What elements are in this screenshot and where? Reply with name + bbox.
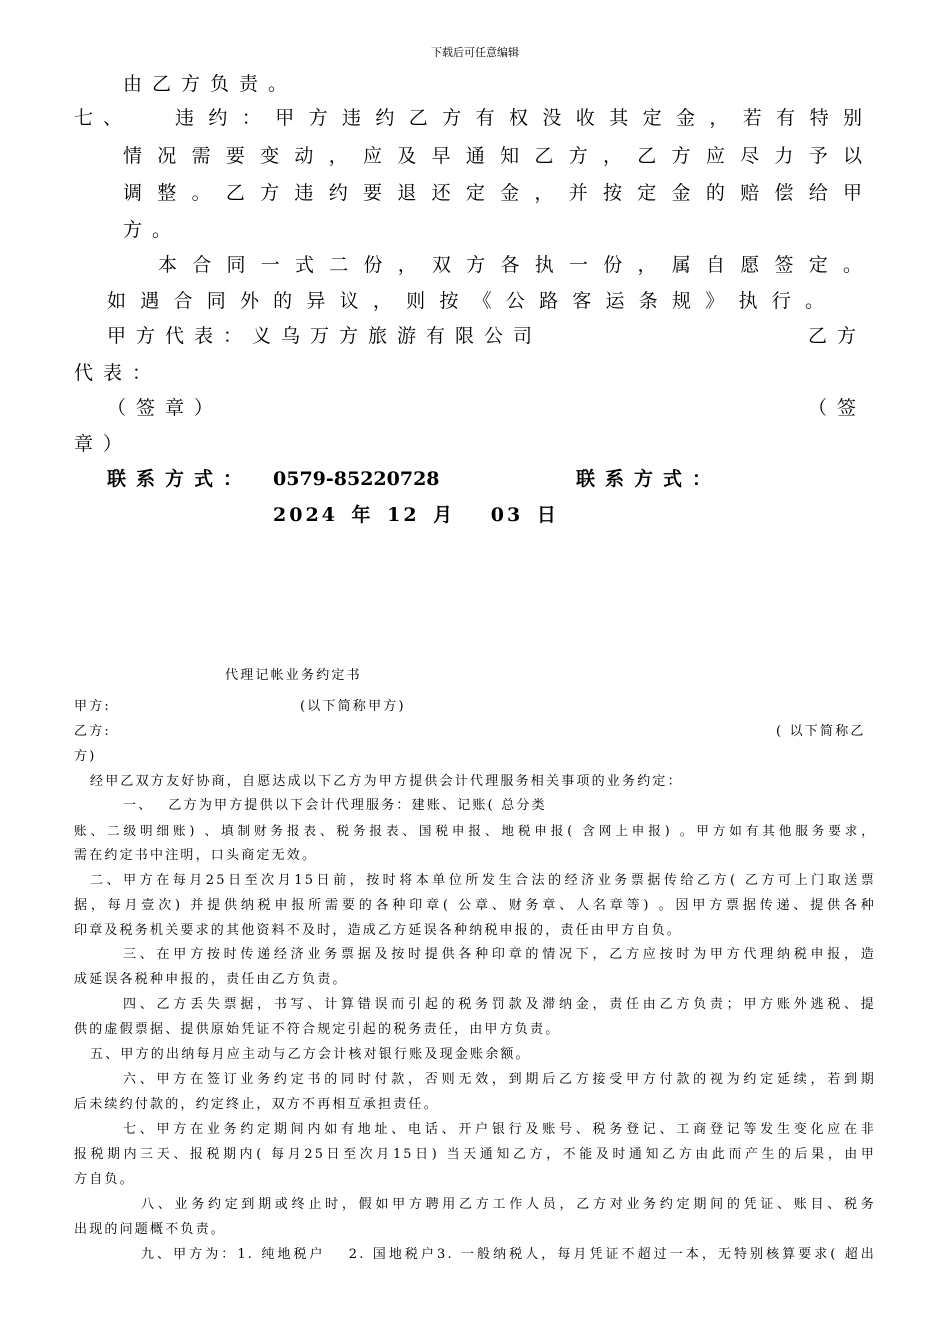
clause-7-line-2: 情况需要变动，应及早通知乙方，乙方应尽力予以 (123, 145, 862, 167)
clause-3-line-2: 成延误各税种申报的，责任由乙方负责。 (74, 972, 348, 987)
clause-4-line-2: 供的虚假票据、提供原始凭证不符合规定引起的税务责任，由甲方负责。 (74, 1022, 561, 1037)
clause-7-line-3-b: 方自负。 (74, 1172, 135, 1187)
clause-1-line-3: 需在约定书中注明，口头商定无效。 (74, 848, 318, 863)
clause-8-line-2: 出现的问题概不负责。 (74, 1222, 227, 1237)
copies-statement: 本合同一式二份，双方各执一份，属自愿签定。 (158, 254, 862, 276)
contract-date: 2024 年 12 月 03 日 (273, 504, 559, 526)
party-b-seal: （签 (808, 397, 867, 419)
party-b-representative: 乙方 (808, 325, 867, 347)
clause-9-line-1: 九、甲方为：1. 纯地税户 2. 国地税户3. 一般纳税人，每月凭证不超过一本，无特别核算要求( 超出 (141, 1247, 877, 1262)
prev-clause-end: 由乙方负责。 (123, 73, 298, 95)
clause-8-line-1: 八、业务约定到期或终止时，假如甲方聘用乙方工作人员，乙方对业务约定期间的凭证、账目、税务 (141, 1197, 876, 1212)
party-a-contact-value: 0579-85220728 (273, 468, 440, 490)
dispute-statement: 如遇合同外的异议，则按《公路客运条规》执行。 (107, 290, 824, 312)
party-b-label: 乙方: (74, 724, 111, 739)
clause-6-line-1: 六、甲方在签订业务约定书的同时付款，否则无效，到期后乙方接受甲方付款的视为约定延续，若到期 (123, 1072, 876, 1087)
clause-7-line-1-b: 七、甲方在业务约定期间内如有地址、电话、开户银行及账号、税务登记、工商登记等发生变化应在非 (123, 1122, 876, 1137)
clause-7-line-2-b: 报税期内三天、报税期内( 每月25日至次月15日) 当天通知乙方，不能及时通知乙方由此而产生的后果，由甲 (74, 1147, 876, 1162)
party-a-label: 甲方: (74, 699, 111, 714)
clause-7-number: 七、 (74, 107, 133, 129)
party-b-abbreviation-cont: 方) (74, 749, 97, 764)
clause-3-line-1: 三、在甲方按时传递经济业务票据及按时提供各种印章的情况下，乙方应按时为甲方代理纳税申报，造 (123, 947, 876, 962)
party-b-seal-cont: 章） (74, 433, 133, 455)
clause-2-line-2: 据，每月壹次) 并提供纳税申报所需要的各种印章( 公章、财务章、人名章等) 。因甲方票据传递、提供各种 (74, 898, 876, 913)
party-a-seal: （签章） (107, 397, 224, 419)
party-b-abbreviation: ( 以下简称乙 (776, 724, 866, 739)
party-b-representative-cont: 代表： (74, 362, 162, 384)
clause-7-line-3: 调整。乙方违约要退还定金，并按定金的赔偿给甲 (123, 182, 862, 204)
party-b-contact-label: 联系方式： (576, 468, 722, 490)
agreement-title: 代理记帐业务约定书 (225, 668, 362, 683)
clause-2-line-3: 印章及税务机关要求的其他资料不及时，造成乙方延误各种纳税申报的，责任由甲方自负。 (74, 923, 683, 938)
clause-7-line-4: 方。 (123, 219, 182, 241)
intro-paragraph: 经甲乙双方友好协商，自愿达成以下乙方为甲方提供会计代理服务相关事项的业务约定： (90, 774, 683, 789)
clause-7-line-1: 违约：甲方违约乙方有权没收其定金，若有特别 (175, 107, 862, 129)
party-a-representative: 甲方代表：义乌万方旅游有限公司 (107, 325, 543, 347)
clause-4-line-1: 四、乙方丢失票据，书写、计算错误而引起的税务罚款及滞纳金，责任由乙方负责；甲方账外逃税、提 (123, 997, 876, 1012)
party-a-abbreviation: (以下简称甲方) (300, 699, 406, 714)
page-header: 下载后可任意编辑 (431, 46, 519, 59)
party-a-contact-label: 联系方式： (107, 468, 253, 490)
clause-5-line-1: 五、甲方的出纳每月应主动与乙方会计核对银行账及现金账余额。 (90, 1047, 531, 1062)
clause-1-line-2: 账、二级明细账) 、填制财务报表、税务报表、国税申报、地税申报( 含网上申报) 。甲方如有其他服务要求， (74, 823, 876, 838)
clause-1-line-1: 一、 乙方为甲方提供以下会计代理服务：建账、记账( 总分类 (123, 798, 547, 813)
clause-6-line-2: 后未续约付款的，约定终止，双方不再相互承担责任。 (74, 1097, 439, 1112)
clause-2-line-1: 二、甲方在每月25日至次月15日前，按时将本单位所发生合法的经济业务票据传给乙方( 乙方可上门取送票 (90, 873, 876, 888)
